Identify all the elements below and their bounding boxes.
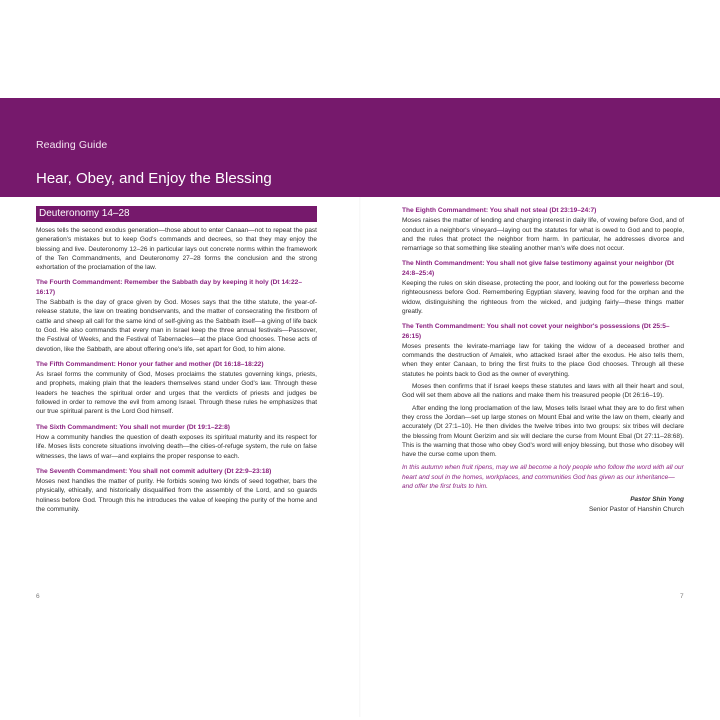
signature-role: Senior Pastor of Hanshin Church <box>588 505 684 513</box>
body-paragraph: Moses then confirms that if Israel keeps these statutes and laws with all their heart and soul, God will set them above all the nations and make them his treasured people (Dt 26:16–19). <box>402 383 684 400</box>
body-paragraph: After ending the long proclamation of the law, Moses tells Israel what they are to do first when they cross the Jordan—set up large stones on Mount Ebal and write the law on them, clearly and accurately (Dt 27:1–10). He then divides the twelve tribes into two groups: six tribes will declare the blessing from Mount Gerizim and six will declare the curse from Mount Ebal (Dt 27:11–28:68). This is the warning that those who obey God's word will enjoy blessing, but those who disobey will have the curse come upon them. <box>402 404 684 459</box>
page-gutter <box>359 197 361 717</box>
commandment-heading: The Fifth Commandment: Honor your father and mother (Dt 16:18–18:22) <box>36 360 264 368</box>
page-title: Hear, Obey, and Enjoy the Blessing <box>36 170 272 187</box>
right-column <box>402 206 684 514</box>
commandment-heading: The Fourth Commandment: Remember the Sabbath day by keeping it holy (Dt 14:22–16:17) <box>36 279 302 296</box>
commandment-body: How a community handles the question of death exposes its spiritual maturity and its respect for life. Moses lists concrete situations involving death—the cities-of-refuge system, the rule on false witnesses, the laws of war—and explains the proper response to each. <box>36 433 317 460</box>
commandment-heading: The Tenth Commandment: You shall not covet your neighbor's possessions (Dt 25:5–26:15) <box>402 323 670 340</box>
commandment-heading: The Sixth Commandment: You shall not murder (Dt 19:1–22:8) <box>36 423 230 431</box>
signature-block <box>402 495 684 514</box>
commandment-heading: The Eighth Commandment: You shall not steal (Dt 23:19–24:7) <box>402 207 597 214</box>
signature-name: Pastor Shin Yong <box>630 496 684 504</box>
commandment-body: Keeping the rules on skin disease, protecting the poor, and looking out for the powerless become righteousness before God. Remembering Egyptian slavery, leaving food for the orphan and the widow, distinguishing the righteous from the wicked, and judging fairly—these things matter greatly. <box>402 280 684 315</box>
closing-prayer: In this autumn when fruit ripens, may we all become a holy people who follow the word with all our heart and soul in the homes, workplaces, and communities God has given as our inheritance—and offer the first fruits to him. <box>402 464 684 491</box>
commandment-body: Moses next handles the matter of purity. He forbids sowing two kinds of seed together, bars the physically, ethically, and historically disqualified from the assembly of the Lord, and so guards holiness before God. Through this he introduces the value of keeping the purity of the home and the community. <box>36 478 317 514</box>
commandment-body: Moses presents the levirate-marriage law for taking the widow of a deceased brother and commands the destruction of Amalek, who attacked Israel after the exodus. He also tells them, when they enter Canaan, to bring the first fruits to the place God chooses. Through all these statutes he points back to God as the owner of everything. <box>402 342 684 378</box>
commandment-heading: The Seventh Commandment: You shall not commit adultery (Dt 22:9–23:18) <box>36 467 272 475</box>
section-kicker: Reading Guide <box>36 139 108 151</box>
commandment-heading: The Ninth Commandment: You shall not give false testimony against your neighbor (Dt 24:8–25:4) <box>402 260 674 277</box>
left-column <box>36 206 317 515</box>
section-label: Deuteronomy 14–28 <box>36 206 317 222</box>
commandment-body: Moses raises the matter of lending and charging interest in daily life, of vowing before God, and of conduct in a neighbor's vineyard—laying out the statutes for what is owed to God and to people, and the rules that protect the neighbor from harm. In particular, he addresses divorce and remarriage so that something like stealing another man's wife does not occur. <box>402 217 684 253</box>
commandment-body: The Sabbath is the day of grace given by God. Moses says that the tithe statute, the year-of-release statute, the law on treating bondservants, and the matter of consecrating the firstborn of cattle and sheep all call for the same kind of self-giving as the Sabbath itself—a giving of life back to God. He also commands that every man in Israel keep the three annual festivals—Passover, the Festival of Weeks, and the Festival of Tabernacles—at the place God chooses. These acts of devotion, like the Sabbath, are about offering one's life, set apart for God, to him alone. <box>36 299 317 353</box>
commandment-body: As Israel forms the community of God, Moses proclaims the statutes governing kings, priests, and prophets, making plain that the leaders themselves stand under God's law. Through these leaders he teaches the spiritual order and urges that the verdicts of priests and judges be followed in order to remove the evil from among Israel. Through these rules he emphasizes that our true spiritual parent is the Lord God himself. <box>36 371 317 416</box>
intro-paragraph: Moses tells the second exodus generation—those about to enter Canaan—not to repeat the past generation's mistakes but to keep God's commands and decrees, so that they may enjoy the blessing and live. Deuteronomy 12–26 in particular lays out concrete norms within the framework of the Ten Commandments, and Deuteronomy 27–28 forms the conclusion and the strong exhortation of the proclamation of the law. <box>36 227 317 272</box>
page-number-right: 7 <box>680 593 684 600</box>
page-number-left: 6 <box>36 593 40 600</box>
